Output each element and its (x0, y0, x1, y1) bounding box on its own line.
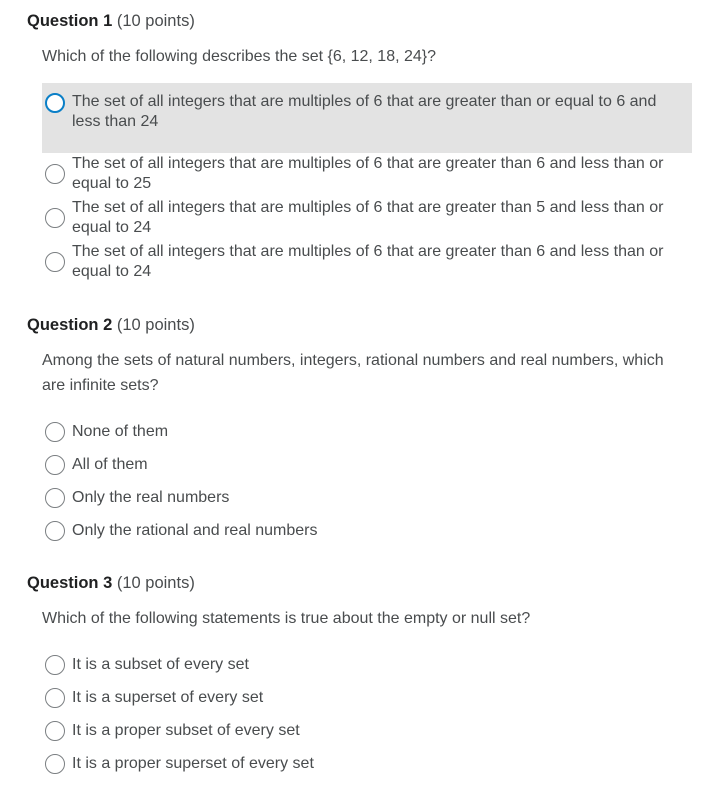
radio-button[interactable] (45, 655, 65, 675)
question-2-title (27, 314, 195, 336)
radio-button[interactable] (45, 208, 65, 228)
option-label: It is a subset of every set (72, 656, 249, 673)
option-label: The set of all integers that are multiples of 6 that are greater than 6 and less than or equal to 24 (72, 243, 664, 280)
radio-button[interactable] (45, 93, 65, 113)
option-label: The set of all integers that are multiples of 6 that are greater than or equal to 6 and less than 24 (72, 93, 657, 130)
question-2-option-4[interactable] (42, 519, 692, 549)
question-number: Question 3 (27, 574, 113, 592)
radio-button[interactable] (45, 488, 65, 508)
question-1-option-3[interactable] (42, 197, 692, 241)
question-3-option-2[interactable] (42, 686, 692, 716)
question-2-option-2[interactable] (42, 453, 692, 483)
question-number: Question 2 (27, 316, 113, 334)
question-1-title (27, 10, 195, 32)
question-1-option-4[interactable] (42, 241, 692, 285)
question-3-title (27, 572, 195, 594)
question-3-option-3[interactable] (42, 719, 692, 749)
question-3-option-1[interactable] (42, 653, 692, 683)
radio-button[interactable] (45, 521, 65, 541)
question-2-option-3[interactable] (42, 486, 692, 516)
option-label: The set of all integers that are multiples of 6 that are greater than 5 and less than or equal to 24 (72, 199, 664, 236)
question-2-text: Among the sets of natural numbers, integers, rational numbers and real numbers, which are infinite sets? (42, 352, 664, 394)
option-label: None of them (72, 423, 169, 440)
question-3-text: Which of the following statements is true about the empty or null set? (42, 610, 531, 627)
option-label: The set of all integers that are multiples of 6 that are greater than 6 and less than or equal to 25 (72, 155, 664, 192)
question-points: (10 points) (116, 316, 195, 334)
option-label: It is a proper subset of every set (72, 722, 300, 739)
radio-button[interactable] (45, 721, 65, 741)
radio-button[interactable] (45, 252, 65, 272)
question-2-option-1[interactable] (42, 420, 692, 450)
question-points: (10 points) (116, 12, 195, 30)
question-1 (0, 10, 715, 290)
question-1-option-1[interactable] (42, 83, 692, 153)
radio-button[interactable] (45, 688, 65, 708)
radio-button[interactable] (45, 455, 65, 475)
question-2 (0, 314, 715, 554)
question-3 (0, 572, 715, 782)
radio-button[interactable] (45, 754, 65, 774)
radio-button[interactable] (45, 422, 65, 442)
option-label: Only the real numbers (72, 489, 230, 506)
option-label: All of them (72, 456, 148, 473)
question-points: (10 points) (116, 574, 195, 592)
question-1-text: Which of the following describes the set {6, 12, 18, 24}? (42, 48, 437, 65)
option-label: It is a superset of every set (72, 689, 264, 706)
option-label: It is a proper superset of every set (72, 755, 314, 772)
question-3-option-4[interactable] (42, 752, 692, 782)
question-number: Question 1 (27, 12, 113, 30)
question-1-option-2[interactable] (42, 153, 692, 197)
radio-button[interactable] (45, 164, 65, 184)
option-label: Only the rational and real numbers (72, 522, 318, 539)
